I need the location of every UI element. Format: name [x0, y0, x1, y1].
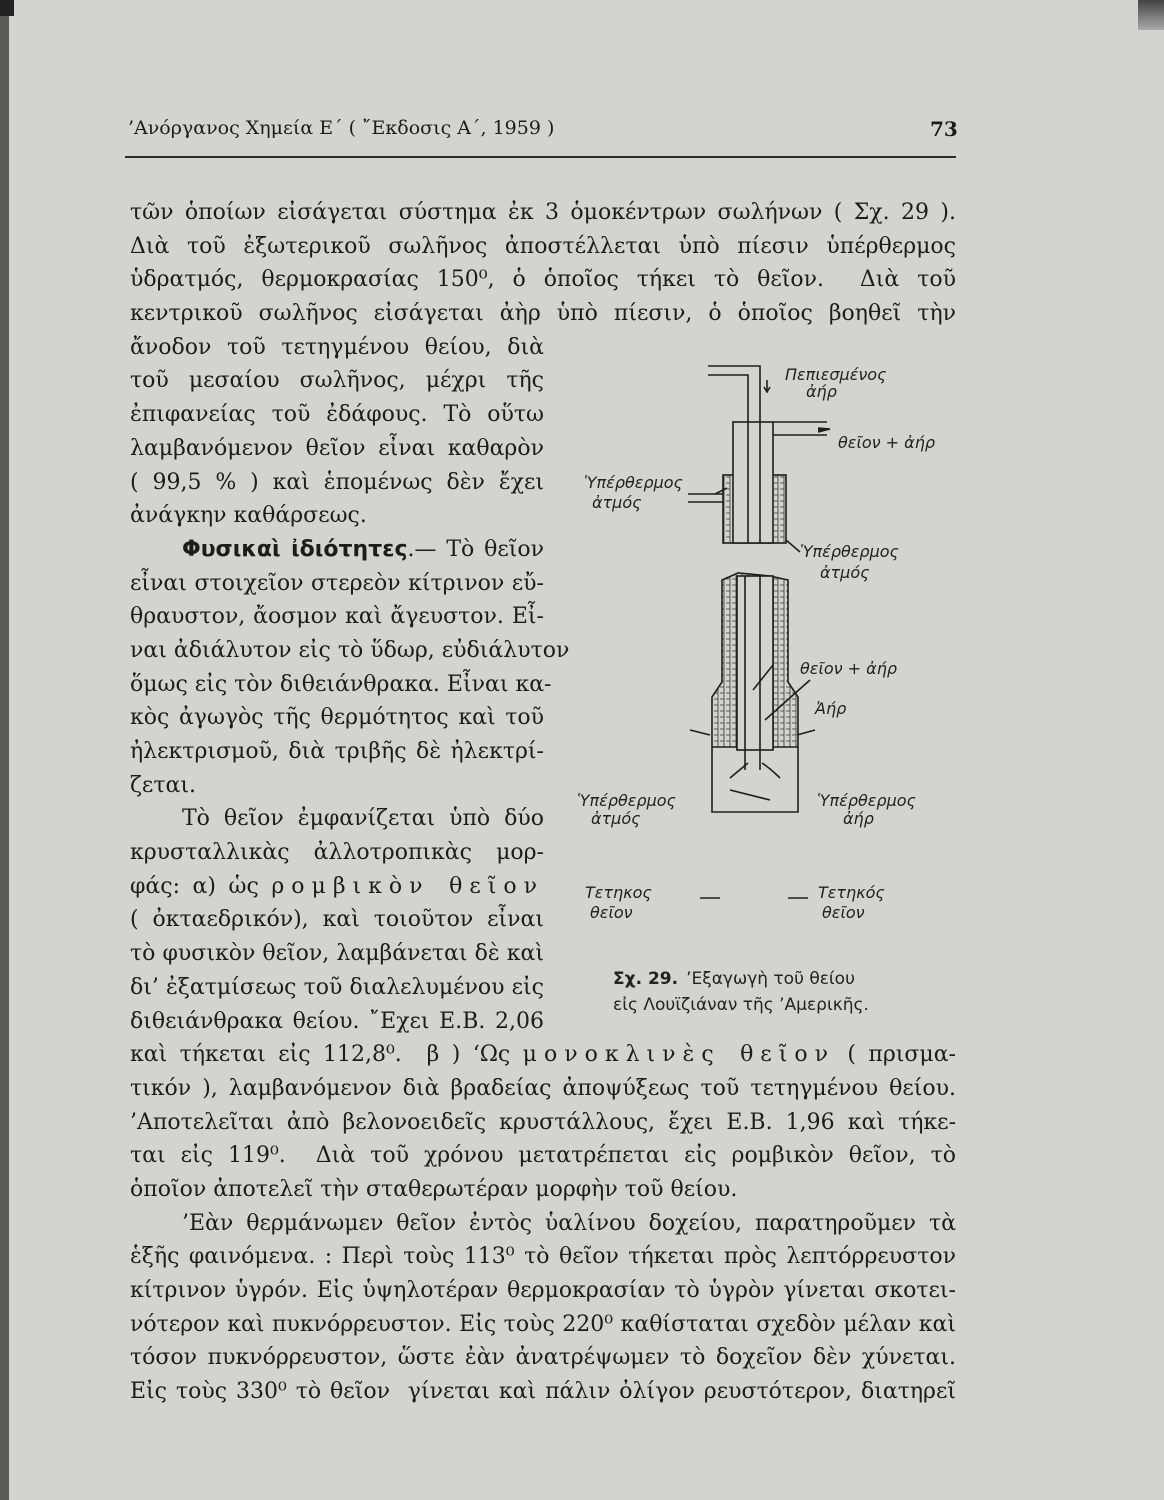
figure-caption-line-1: [613, 969, 855, 989]
text-segment: κὸς ἀγωγὸς τῆς θερμότητος καὶ τοῦ: [130, 705, 544, 731]
running-title: ’Ανόργανος Χημεία Ε΄ ( ῎Εκδοσις Α΄, 1959 ): [128, 117, 555, 139]
spaced-term: ρομβικὸν θεῖον: [271, 873, 544, 899]
text-segment: ἠλεκτρισμοῦ, διὰ τριβῆς δὲ ἠλεκτρί-: [130, 739, 544, 764]
text-segment: τῶν ὁποίων εἰσάγεται σύστημα ἐκ 3 ὁμοκέντρων σωλήνων ( Σχ. 29 ).: [130, 200, 956, 225]
text-segment: φάς: α) ὡς: [130, 873, 272, 899]
text-segment: ναι ἀδιάλυτον εἰς τὸ ὕδωρ, εὐδιάλυτον: [130, 637, 570, 663]
text-segment: δι’ ἐξατμίσεως τοῦ διαλελυμένου εἰς: [130, 974, 544, 1000]
text-segment: ὁποῖον ἀποτελεῖ τὴν σταθερωτέραν μορφὴν τοῦ θείου.: [130, 1176, 738, 1202]
text-segment: θραυστον, ἄοσμον καὶ ἄγευστον. Εἶ-: [130, 604, 544, 630]
text-segment: εἶναι στοιχεῖον στερεὸν κίτρινον εὔ-: [130, 570, 544, 596]
steam-inlet-pipe: [688, 494, 723, 502]
text-segment: λαμβανόμενον θεῖον εἶναι καθαρὸν: [130, 435, 544, 461]
label-molten-right: Τετηκός: [818, 883, 885, 902]
text-segment: ἑξῆς φαινόμενα. : Περὶ τοὺς 113⁰ τὸ θεῖον τήκεται πρὸς λεπτόρρευστον: [130, 1244, 956, 1270]
upper-outer-tube: [733, 422, 773, 543]
text-segment: Εἰς τοὺς 330⁰ τὸ θεῖον γίνεται καὶ πάλιν ὀλίγον ρευστότερον, διατηρεῖ: [130, 1379, 956, 1405]
text-segment: τὸ φυσικὸν θεῖον, λαμβάνεται δὲ καὶ: [130, 941, 544, 967]
text-segment: ἄνοδον τοῦ τετηγμένου θείου, διὰ: [130, 334, 544, 360]
label-sulfur-air-top: θεῖον + ἀήρ: [838, 433, 935, 452]
label-hot-air-right-2: ἀήρ: [843, 809, 874, 828]
text-segment: τοῦ μεσαίου σωλῆνος, μέχρι τῆς: [130, 368, 544, 394]
text-segment: .— Τὸ θεῖον: [407, 536, 544, 562]
text-segment: ὑδρατμός, θερμοκρασίας 150⁰, ὁ ὁποῖος τήκει τὸ θεῖον. Διὰ τοῦ: [130, 267, 956, 293]
label-compressed-air: Πεπιεσμένος: [785, 365, 887, 384]
label-molten-left: Τετηκος: [585, 883, 652, 902]
text-segment: Τὸ θεῖον ἐμφανίζεται ὑπὸ δύο: [182, 806, 544, 832]
text-segment: καὶ τήκεται εἰς 112,8⁰. β ) ‘Ως: [130, 1042, 523, 1068]
text-segment: ’Εὰν θερμάνωμεν θεῖον ἐντὸς ὑαλίνου δοχείου, παρατηροῦμεν τὰ: [182, 1210, 956, 1236]
label-steam-left-top-2: ἀτμός: [592, 493, 642, 512]
text-segment: Διὰ τοῦ ἐξωτερικοῦ σωλῆνος ἀποστέλλεται ὑπὸ πίεσιν ὑπέρθερμος: [130, 233, 956, 259]
label-steam-right-top-2: ἀτμός: [820, 563, 870, 582]
text-segment: τικόν ), λαμβανόμενον διὰ βραδείας ἀποψύξεως τοῦ τετηγμένου θείου.: [130, 1075, 956, 1101]
text-segment: ὅμως εἰς τὸν διθειάνθρακα. Εἶναι κα-: [130, 671, 552, 697]
text-segment: ἀνάγκην καθάρσεως.: [130, 503, 367, 529]
section-heading: Φυσικαὶ ἰδιότητες: [182, 536, 408, 562]
text-segment: ’Αποτελεῖται ἀπὸ βελονοειδεῖς κρυστάλλους, ἔχει Ε.Β. 1,96 καὶ τήκε-: [130, 1109, 956, 1135]
text-segment: νότερον καὶ πυκνόρρευστον. Εἰς τοὺς 220⁰ καθίσταται σχεδὸν μέλαν καὶ: [130, 1311, 956, 1337]
text-segment: τόσον πυκνόρρευστον, ὥστε ἐὰν ἀνατρέψωμεν τὸ δοχεῖον δὲν χύνεται.: [130, 1345, 956, 1371]
label-molten-left-2: θεῖον: [590, 903, 633, 922]
text-segment: κίτρινον ὑγρόν. Εἰς ὑψηλοτέραν θερμοκρασίαν τὸ ὑγρὸν γίνεται σκοτει-: [130, 1278, 956, 1303]
label-hot-air-right: Ὑπέρθερμος: [817, 791, 916, 810]
label-steam-left-bottom: Ὑπέρθερμος: [577, 791, 676, 810]
text-segment: ( ὀκταεδρικόν), καὶ τοιοῦτον εἶναι: [130, 907, 544, 933]
page-number: 73: [930, 117, 958, 141]
text-segment: κεντρικοῦ σωλῆνος εἰσάγεται ἀὴρ ὑπὸ πίεσιν, ὁ ὁποῖος βοηθεῖ τὴν: [130, 301, 956, 327]
figure-caption-line-2: εἰς Λουϊζιάναν τῆς ’Αμερικῆς.: [613, 995, 869, 1015]
text-segment: ( πρισμα-: [834, 1042, 956, 1068]
label-sulfur-air-bottom: θεῖον + ἀήρ: [800, 659, 897, 678]
lower-assembly: [690, 573, 815, 898]
label-steam-left-top: Ὑπέρθερμος: [584, 473, 683, 492]
spaced-term: μονοκλινὲς θεῖον: [522, 1042, 835, 1068]
label-steam-left-bottom-2: ἀτμός: [591, 809, 641, 828]
figure-caption-text: ’Εξαγωγὴ τοῦ θείου: [686, 969, 855, 989]
label-air: Ἀήρ: [815, 699, 847, 718]
text-segment: ζεται.: [130, 772, 196, 798]
text-segment: κρυσταλλικὰς ἀλλοτροπικὰς μορ-: [130, 840, 544, 866]
label-compressed-air-2: ἀήρ: [806, 382, 837, 401]
figure-caption-label: Σχ. 29.: [613, 969, 679, 989]
text-segment: διθειάνθρακα θείου. ῎Εχει Ε.Β. 2,06: [130, 1008, 544, 1034]
text-segment: ἐπιφανείας τοῦ ἐδάφους. Τὸ οὕτω: [130, 402, 544, 428]
label-steam-right-top: Ὑπέρθερμος: [800, 542, 899, 561]
text-segment: ται εἰς 119⁰. Διὰ τοῦ χρόνου μετατρέπεται εἰς ρομβικὸν θεῖον, τὸ: [130, 1143, 956, 1169]
label-molten-right-2: θεῖον: [822, 903, 865, 922]
text-segment: ( 99,5 % ) καὶ ἑπομένως δὲν ἔχει: [130, 469, 544, 495]
